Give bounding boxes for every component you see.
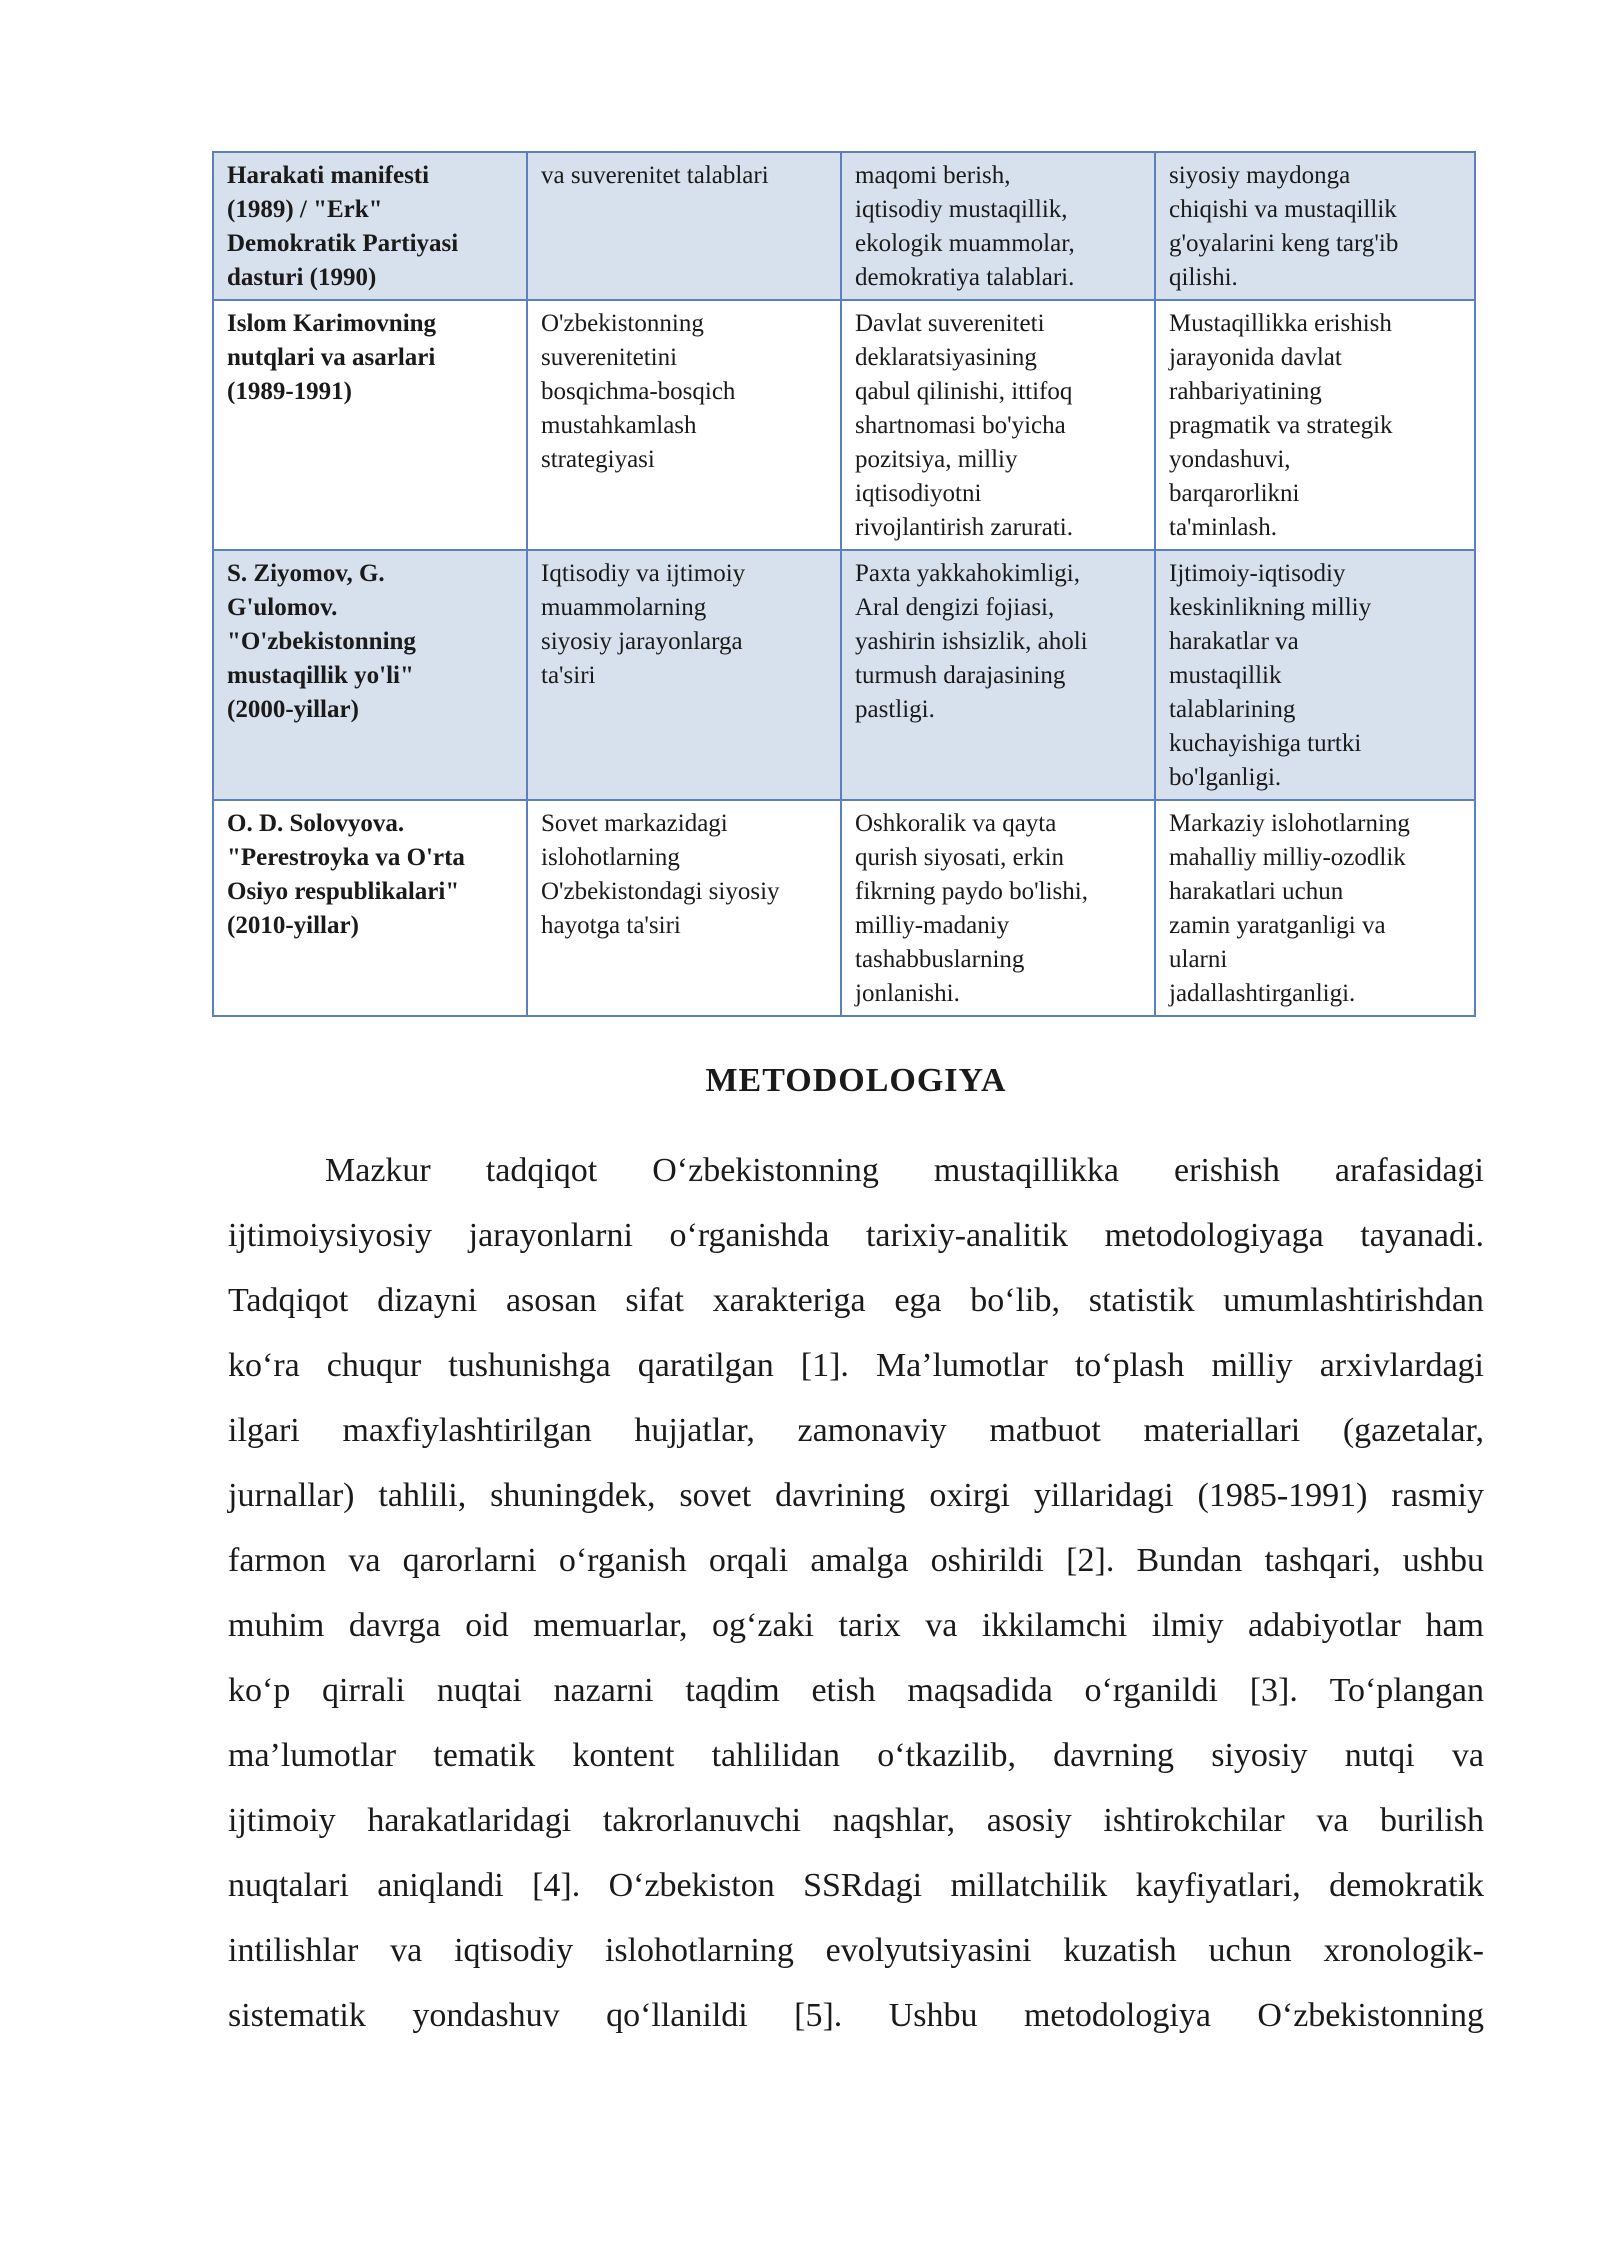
word: nuqtalari [228, 1867, 349, 1904]
cell-line: keskinlikning milliy [1169, 594, 1372, 621]
cell-line: Harakati manifesti [227, 162, 430, 189]
paragraph-line [228, 1658, 1484, 1723]
cell-line: Aral dengizi fojiasi, [855, 594, 1055, 621]
word: oxirgi [929, 1477, 1010, 1514]
word: harakatlaridagi [367, 1802, 572, 1839]
word: statistik [1088, 1282, 1195, 1319]
word: matbuot [989, 1412, 1101, 1449]
cell-line: ta'siri [541, 662, 596, 689]
table-cell-content [841, 550, 1155, 800]
cell-line: Mustaqillikka erishish [1169, 310, 1392, 337]
word: maqsadida [907, 1672, 1053, 1709]
word: davrga [348, 1607, 441, 1644]
cell-line: turmush darajasining [855, 662, 1066, 689]
table-cell-author [213, 800, 527, 1016]
section-heading: METODOLOGIYA [705, 1062, 1007, 1099]
word: tayanadi. [1360, 1217, 1484, 1254]
cell-line: ularni [1169, 946, 1228, 973]
cell-line: qabul qilinishi, ittifoq [855, 378, 1073, 405]
table-cell-conclusion [1155, 800, 1475, 1016]
word: arafasidagi [1334, 1152, 1484, 1189]
word: oid [465, 1607, 509, 1644]
word: sistematik [228, 1997, 366, 2034]
word: qo‘llanildi [606, 1997, 748, 2034]
word: zamonaviy [797, 1412, 947, 1449]
word: farmon [228, 1542, 327, 1579]
cell-line: mahalliy milliy-ozodlik [1169, 844, 1406, 871]
paragraph-line [228, 1333, 1484, 1398]
word: nuqtai [436, 1672, 522, 1709]
cell-line: "Perestroyka va O'rta [227, 844, 465, 871]
cell-line: strategiyasi [541, 446, 655, 473]
cell-line: muammolarning [541, 594, 707, 621]
word: dizayni [377, 1282, 478, 1319]
cell-line: harakatlari uchun [1169, 878, 1344, 905]
word: kuzatish [1063, 1932, 1177, 1969]
cell-line: iqtisodiyotni [855, 480, 982, 507]
word: metodologiya [1023, 1997, 1211, 2034]
word: (gazetalar, [1342, 1412, 1484, 1449]
cell-line: iqtisodiy mustaqillik, [855, 196, 1068, 223]
paragraph-line [228, 1528, 1484, 1593]
cell-line: Demokratik Partiyasi [227, 230, 459, 257]
word: nazarni [553, 1672, 654, 1709]
cell-line: G'ulomov. [227, 594, 338, 621]
word: ikkilamchi [981, 1607, 1128, 1644]
word: takrorlanuvchi [602, 1802, 802, 1839]
table-cell-author [213, 550, 527, 800]
cell-line: pastligi. [855, 696, 935, 723]
cell-line: Oshkoralik va qayta [855, 810, 1057, 837]
word: milliy [1211, 1347, 1293, 1384]
word: Ma’lumotlar [875, 1347, 1048, 1384]
cell-line: kuchayishiga turtki [1169, 730, 1362, 757]
word: tadqiqot [485, 1152, 598, 1189]
methodology-paragraph [228, 1138, 1484, 2048]
word: islohotlarning [604, 1932, 794, 1969]
paragraph-line [228, 1983, 1484, 2048]
word: yondashuv [412, 1997, 560, 2034]
word: ma’lumotlar [228, 1737, 397, 1774]
cell-line: Markaziy islohotlarning [1169, 810, 1410, 837]
word: taqdim [685, 1672, 780, 1709]
cell-line: g'oyalarini keng targ'ib [1169, 230, 1399, 257]
table-row [213, 550, 1475, 800]
word: intilishlar [228, 1932, 359, 1969]
word: amalga [810, 1542, 909, 1579]
table-row [213, 300, 1475, 550]
cell-line: yondashuvi, [1169, 446, 1291, 473]
word: [4]. [532, 1867, 581, 1904]
paragraph-line [228, 1398, 1484, 1463]
paragraph-line [228, 1203, 1484, 1268]
word: sovet [679, 1477, 752, 1514]
word: kontent [572, 1737, 675, 1774]
word: va [348, 1542, 381, 1579]
cell-line: siyosiy jarayonlarga [541, 628, 743, 655]
word: ishtirokchilar [1103, 1802, 1285, 1839]
word: materiallari [1143, 1412, 1301, 1449]
paragraph-line [228, 1918, 1484, 1983]
word: jurnallar) [228, 1477, 355, 1514]
cell-line: islohotlarning [541, 844, 680, 871]
word: naqshlar, [832, 1802, 956, 1839]
table-cell-conclusion [1155, 300, 1475, 550]
cell-line: Iqtisodiy va ijtimoiy [541, 560, 746, 587]
word: umumlashtirishdan [1223, 1282, 1484, 1319]
cell-line: Islom Karimovning [227, 310, 437, 337]
cell-line: qilishi. [1169, 264, 1238, 291]
word: ilmiy [1151, 1607, 1224, 1644]
word: ushbu [1402, 1542, 1484, 1579]
word: asosan [505, 1282, 597, 1319]
cell-line: Paxta yakkahokimligi, [855, 560, 1080, 587]
cell-line: fikrning paydo bo'lishi, [855, 878, 1088, 905]
paragraph-line [228, 1463, 1484, 1528]
word: [2]. [1066, 1542, 1115, 1579]
word: O‘zbekiston [608, 1867, 775, 1904]
word: qarorlarni [402, 1542, 537, 1579]
cell-line: "O'zbekistonning [227, 628, 416, 655]
table-cell-topic [527, 550, 841, 800]
word: va [390, 1932, 423, 1969]
table-row [213, 152, 1475, 300]
word: Tadqiqot [228, 1282, 349, 1319]
cell-line: shartnomasi bo'yicha [855, 412, 1066, 439]
word: shuningdek, [490, 1477, 656, 1514]
word: va [925, 1607, 958, 1644]
word: ko‘ra [228, 1347, 300, 1384]
word: tashqari, [1264, 1542, 1381, 1579]
cell-line: mustaqillik yo'li" [227, 662, 414, 689]
word: demokratik [1329, 1867, 1484, 1904]
cell-line: milliy-madaniy [855, 912, 1010, 939]
word: kayfiyatlari, [1135, 1867, 1301, 1904]
word: davrning [1053, 1737, 1175, 1774]
cell-line: suverenitetini [541, 344, 678, 371]
word: ham [1425, 1607, 1484, 1644]
cell-line: talablarining [1169, 696, 1296, 723]
cell-line: demokratiya talablari. [855, 264, 1075, 291]
cell-line: Davlat suvereniteti [855, 310, 1045, 337]
paragraph-line [228, 1268, 1484, 1333]
table-cell-content [841, 800, 1155, 1016]
table-cell-topic [527, 300, 841, 550]
word: O‘zbekistonning [652, 1152, 879, 1189]
cell-line: O'zbekistondagi siyosiy [541, 878, 780, 905]
word: tushunishga [448, 1347, 611, 1384]
word: iqtisodiy [454, 1932, 574, 1969]
word: o‘rganishda [669, 1217, 830, 1254]
word: orqali [708, 1542, 789, 1579]
word: siyosiy [1211, 1737, 1308, 1774]
cell-line: ekologik muammolar, [855, 230, 1075, 257]
table-cell-conclusion [1155, 152, 1475, 300]
cell-line: (2010-yillar) [227, 912, 359, 939]
cell-line: barqarorlikni [1169, 480, 1300, 507]
cell-line: jonlanishi. [855, 980, 960, 1007]
cell-line: mustaqillik [1169, 662, 1282, 689]
word: muhim [228, 1607, 325, 1644]
word: maxfiylashtirilgan [342, 1412, 592, 1449]
word: bo‘lib, [970, 1282, 1060, 1319]
cell-line: tashabbuslarning [855, 946, 1025, 973]
word: yillaridagi [1033, 1477, 1174, 1514]
word: o‘tkazilib, [877, 1737, 1016, 1774]
word: o‘rganish [558, 1542, 687, 1579]
word: rasmiy [1391, 1477, 1484, 1514]
cell-line: qurish siyosati, erkin [855, 844, 1065, 871]
cell-line: rivojlantirish zarurati. [855, 514, 1073, 541]
cell-line: maqomi berish, [855, 162, 1011, 189]
word: jarayonlarni [468, 1217, 633, 1254]
word: nutqi [1344, 1737, 1415, 1774]
word: uchun [1208, 1932, 1292, 1969]
word: Mazkur [325, 1152, 431, 1189]
cell-line: va suverenitet talablari [541, 162, 769, 189]
word: To‘plangan [1329, 1672, 1484, 1709]
cell-line: jarayonida davlat [1169, 344, 1342, 371]
word: ijtimoiysiyosiy [228, 1217, 433, 1254]
word: va [1316, 1802, 1349, 1839]
word: metodologiyaga [1104, 1217, 1324, 1254]
literature-table [212, 151, 1476, 1017]
word: arxivlardagi [1319, 1347, 1484, 1384]
word: (1985-1991) [1197, 1477, 1368, 1514]
paragraph-line [228, 1138, 1484, 1203]
cell-line: rahbariyatining [1169, 378, 1322, 405]
cell-line: yashirin ishsizlik, aholi [855, 628, 1088, 655]
cell-line: (2000-yillar) [227, 696, 359, 723]
table-cell-conclusion [1155, 550, 1475, 800]
cell-line: (1989-1991) [227, 378, 352, 405]
cell-line: harakatlar va [1169, 628, 1299, 655]
table-cell-topic [527, 800, 841, 1016]
table-cell-author [213, 152, 527, 300]
word: Ushbu [888, 1997, 978, 2034]
cell-line: Ijtimoiy-iqtisodiy [1169, 560, 1346, 587]
word: [3]. [1249, 1672, 1298, 1709]
word: qaratilgan [637, 1347, 774, 1384]
cell-line: hayotga ta'siri [541, 912, 681, 939]
cell-line: chiqishi va mustaqillik [1169, 196, 1397, 223]
word: ilgari [228, 1412, 300, 1449]
cell-line: bo'lganligi. [1169, 764, 1282, 791]
word: og‘zaki [712, 1607, 814, 1644]
word: erishish [1174, 1152, 1280, 1189]
cell-line: ta'minlash. [1169, 514, 1277, 541]
cell-line: Osiyo respublikalari" [227, 878, 460, 905]
literature-table-body [213, 152, 1475, 1016]
cell-line: nutqlari va asarlari [227, 344, 436, 371]
word: tahlili, [378, 1477, 467, 1514]
paragraph-line [228, 1788, 1484, 1853]
cell-line: (1989) / "Erk" [227, 196, 383, 223]
word: ko‘p [228, 1672, 291, 1709]
table-cell-content [841, 152, 1155, 300]
word: hujjatlar, [634, 1412, 755, 1449]
word: tarixiy-analitik [865, 1217, 1069, 1254]
word: tematik [433, 1737, 536, 1774]
cell-line: O'zbekistonning [541, 310, 704, 337]
paragraph-line [228, 1593, 1484, 1658]
cell-line: deklaratsiyasining [855, 344, 1037, 371]
word: ega [894, 1282, 942, 1319]
word: aniqlandi [377, 1867, 504, 1904]
word: adabiyotlar [1248, 1607, 1401, 1644]
word: evolyutsiyasini [825, 1932, 1032, 1969]
word: va [1451, 1737, 1484, 1774]
word: oshirildi [930, 1542, 1044, 1579]
word: tahlilidan [711, 1737, 840, 1774]
cell-line: pragmatik va strategik [1169, 412, 1393, 439]
cell-line: jadallashtirganligi. [1169, 980, 1356, 1007]
cell-line: mustahkamlash [541, 412, 697, 439]
cell-line: S. Ziyomov, G. [227, 560, 385, 587]
paragraph-line [228, 1723, 1484, 1788]
word: xarakteriga [712, 1282, 866, 1319]
table-cell-topic [527, 152, 841, 300]
table-row [213, 800, 1475, 1016]
cell-line: O. D. Solovyova. [227, 810, 405, 837]
word: [5]. [794, 1997, 843, 2034]
paragraph-line [228, 1853, 1484, 1918]
word: burilish [1380, 1802, 1484, 1839]
word: chuqur [326, 1347, 422, 1384]
cell-line: bosqichma-bosqich [541, 378, 736, 405]
cell-line: zamin yaratganligi va [1169, 912, 1386, 939]
word: tarix [838, 1607, 901, 1644]
cell-line: Sovet markazidagi [541, 810, 728, 837]
word: ijtimoiy [228, 1802, 336, 1839]
word: asosiy [986, 1802, 1072, 1839]
word: memuarlar, [533, 1607, 688, 1644]
word: o‘rganildi [1084, 1672, 1218, 1709]
word: SSRdagi [803, 1867, 923, 1904]
word: [1]. [800, 1347, 849, 1384]
word: mustaqillikka [933, 1152, 1120, 1189]
table-cell-author [213, 300, 527, 550]
word: sifat [625, 1282, 684, 1319]
cell-line: pozitsiya, milliy [855, 446, 1018, 473]
cell-line: siyosiy maydonga [1169, 162, 1351, 189]
cell-line: dasturi (1990) [227, 264, 377, 291]
word: O‘zbekistonning [1257, 1997, 1484, 2034]
table-cell-content [841, 300, 1155, 550]
word: xronologik- [1323, 1932, 1484, 1969]
word: davrining [775, 1477, 906, 1514]
word: millatchilik [950, 1867, 1108, 1904]
word: qirrali [322, 1672, 406, 1709]
word: etish [811, 1672, 876, 1709]
word: to‘plash [1074, 1347, 1185, 1384]
word: Bundan [1136, 1542, 1243, 1579]
